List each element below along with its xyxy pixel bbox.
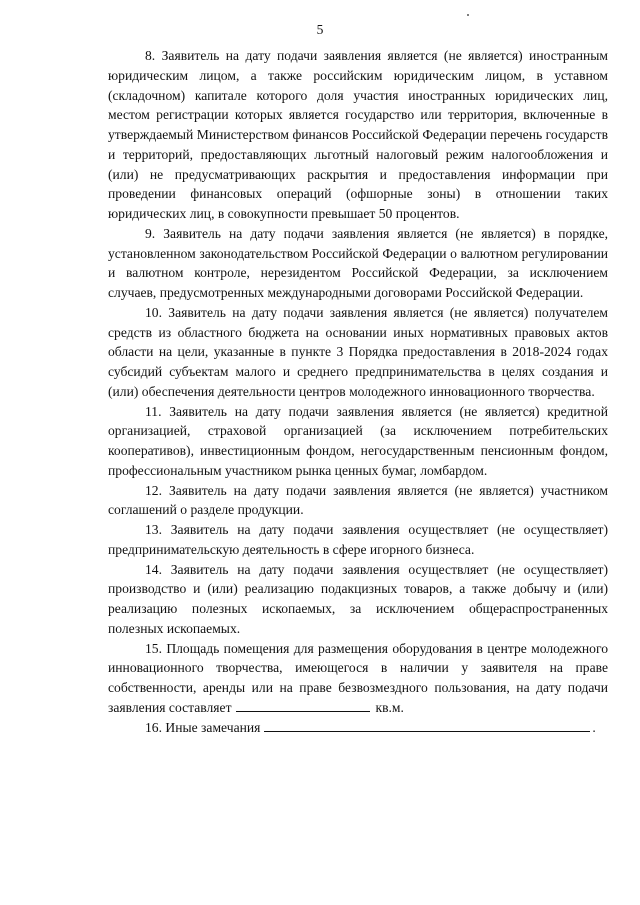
paragraph-item-8: 8. Заявитель на дату подачи заявления является (не является) иностранным юридическим лицом, а также российским юридическим лицом, в уставном (складочном) капитале которого доля участия иностранных юридических лиц, местом регистрации которых является государство или территория, включенные в утверждаемый Министерством финансов Российской Федерации перечень государств и территорий, предоставляющих льготный налоговый режим налогообложения и (или) не предусматривающих раскрытия и предоставления информации при проведении финансовых операций (офшорные зоны) в отношении таких юридических лиц, в совокупности превышает 50 процентов. bbox=[108, 48, 608, 221]
document-body bbox=[108, 46, 608, 737]
paragraph-item-10: 10. Заявитель на дату подачи заявления является (не является) получателем средств из областного бюджета на основании иных нормативных правовых актов области на цели, указанные в пункте 3 Порядка предоставления в 2018-2024 годах субсидий субъектам малого и среднего предпринимательства в целях создания и (или) обеспечения деятельности центров молодежного инновационного творчества. bbox=[108, 304, 608, 399]
item-16-end-mark: . bbox=[592, 719, 596, 735]
area-unit-label: кв.м. bbox=[375, 699, 404, 715]
area-fill-in-blank[interactable] bbox=[236, 699, 370, 712]
paragraph-item-16 bbox=[108, 718, 608, 738]
paragraph-item-14: 14. Заявитель на дату подачи заявления осуществляет (не осуществляет) производство и (или) реализацию подакцизных товаров, а также добычу и (или) реализацию полезных ископаемых, за исключением общераспространенных полезных ископаемых. bbox=[108, 561, 608, 636]
paragraph-item-12: 12. Заявитель на дату подачи заявления является (не является) участником соглашений о разделе продукции. bbox=[108, 482, 608, 518]
item-16-text: 16. Иные замечания bbox=[145, 719, 261, 735]
item-15-text: 15. Площадь помещения для размещения оборудования в центре молодежного инновационного творчества, имеющегося в наличии у заявителя на праве собственности, аренды или на праве безвозмездного пользования, на дату подачи заявления составляет bbox=[108, 640, 608, 715]
paragraph-item-13: 13. Заявитель на дату подачи заявления осуществляет (не осуществляет) предпринимательскую деятельность в сфере игорного бизнеса. bbox=[108, 522, 608, 557]
paragraph-item-9: 9. Заявитель на дату подачи заявления является (не является) в порядке, установленном законодательством Российской Федерации о валютном регулировании и валютном контроле, нерезидентом Российской Федерации, за исключением случаев, предусмотренных международными договорами Российской Федерации. bbox=[108, 225, 608, 300]
paragraph-item-11: 11. Заявитель на дату подачи заявления является (не является) кредитной организацией, страховой организацией (за исключением потребительских кооперативов), инвестиционным фондом, негосударственным пенсионным фондом, профессиональным участником рынка ценных бумаг, ломбардом. bbox=[108, 403, 608, 478]
remarks-fill-in-blank[interactable] bbox=[264, 719, 590, 732]
page-number: 5 bbox=[316, 22, 324, 37]
scan-speck bbox=[467, 14, 469, 16]
paragraph-item-15 bbox=[108, 639, 608, 718]
